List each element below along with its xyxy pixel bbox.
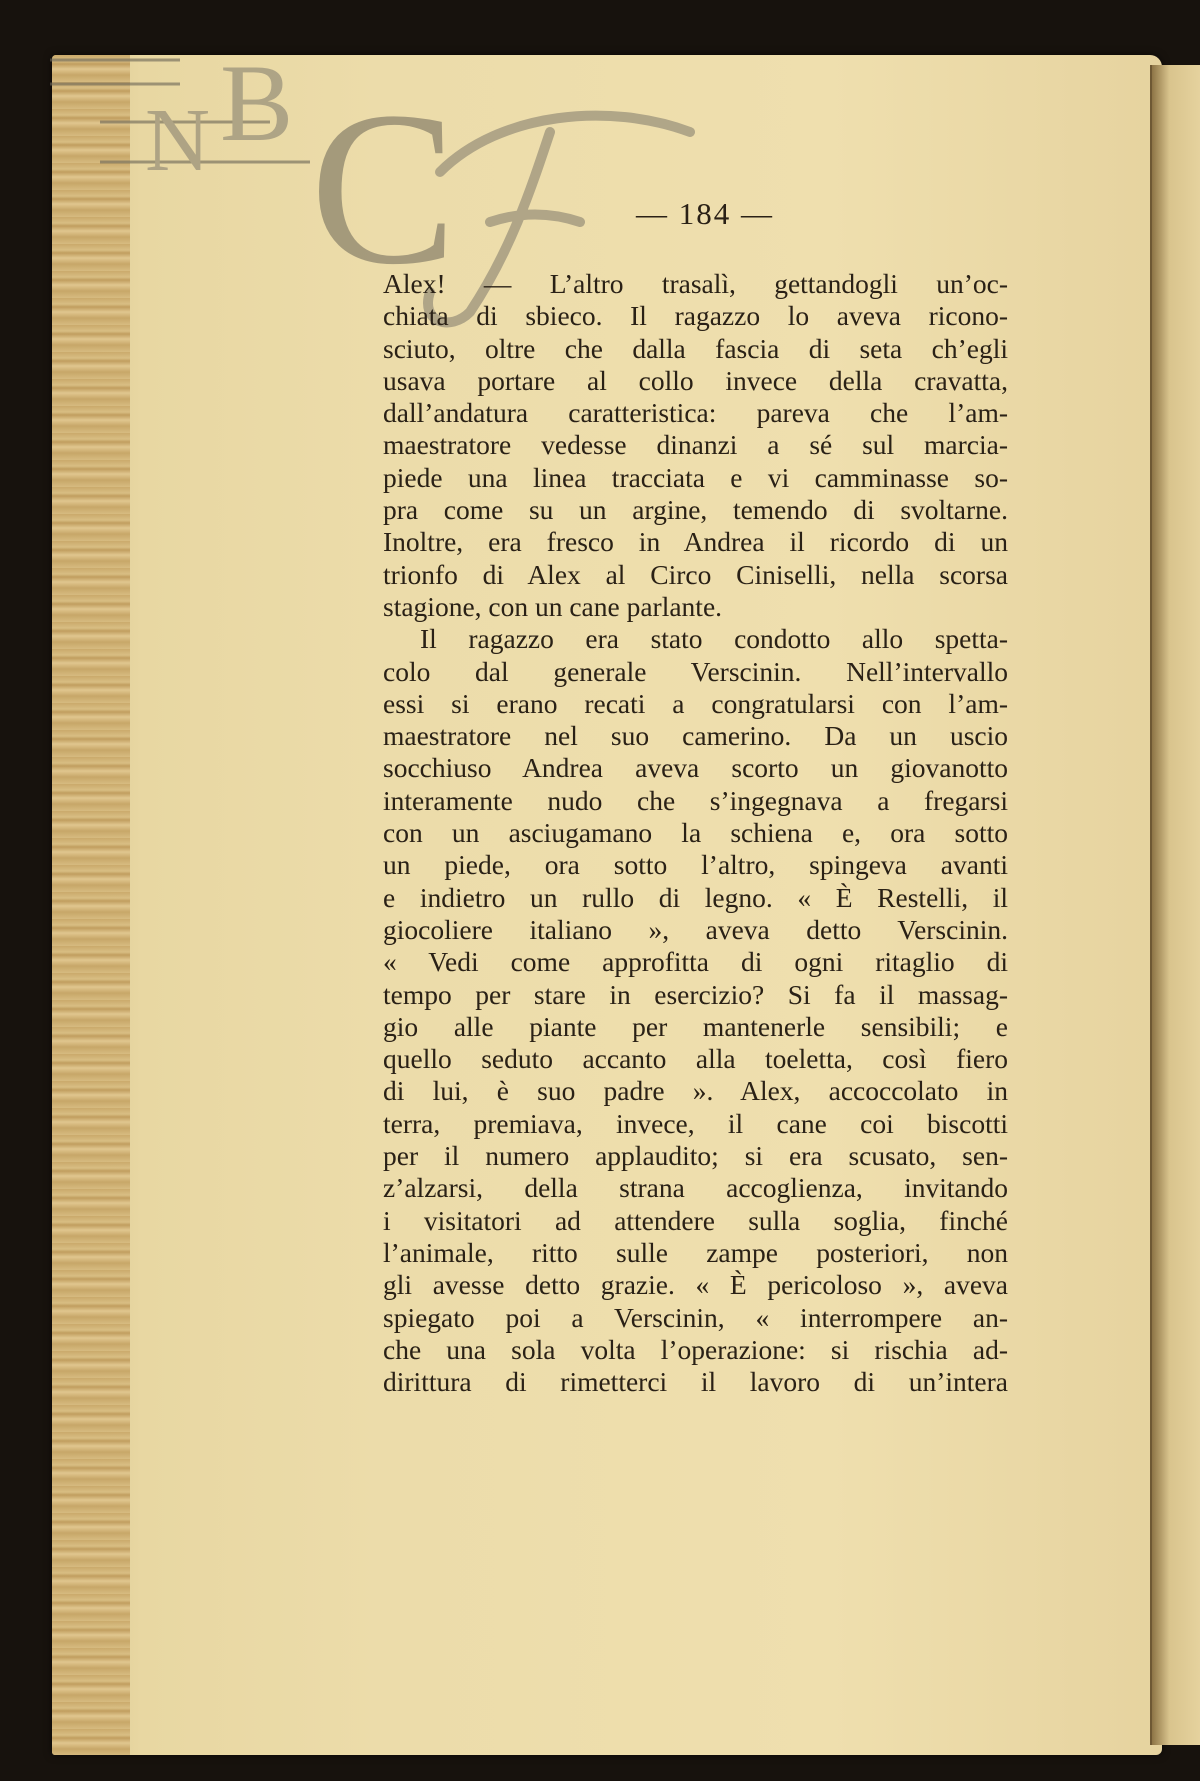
text-line: stagione, con un cane parlante. <box>383 590 723 622</box>
svg-text:N: N <box>145 91 210 190</box>
paragraph-2 <box>383 623 1008 1398</box>
text-line: spiegato poi a Verscinin, « interrompere an- <box>383 1301 1008 1333</box>
text-line: dall’andatura caratteristica: pareva che l’am- <box>383 397 1008 429</box>
text-line: sciuto, oltre che dalla fascia di seta ch’egli <box>383 332 1008 364</box>
text-line: trionfo di Alex al Circo Ciniselli, nella scorsa <box>383 558 1008 590</box>
text-line: e indietro un rullo di legno. « È Restelli, il <box>383 881 1008 913</box>
text-line: Inoltre, era fresco in Andrea il ricordo di un <box>383 526 1008 558</box>
paragraph-1 <box>383 268 1008 623</box>
text-line: colo dal generale Verscinin. Nell’intervallo <box>383 655 1008 687</box>
book-spine <box>1150 65 1200 1745</box>
text-line: con un asciugamano la schiena e, ora sotto <box>383 817 1008 849</box>
text-line: chiata di sbieco. Il ragazzo lo aveva ricono- <box>383 300 1008 332</box>
text-line: « Vedi come approfitta di ogni ritaglio di <box>383 946 1008 978</box>
text-line: l’animale, ritto sulle zampe posteriori, non <box>383 1236 1008 1268</box>
svg-text:C: C <box>310 66 457 310</box>
text-line: tempo per stare in esercizio? Si fa il massag- <box>383 978 1008 1010</box>
text-line: un piede, ora sotto l’altro, spingeva avanti <box>383 849 1008 881</box>
page-body <box>383 268 1008 1398</box>
text-line: che una sola volta l’operazione: si rischia ad- <box>383 1333 1008 1365</box>
text-line: piede una linea tracciata e vi camminasse so- <box>383 461 1008 493</box>
text-line: pra come su un argine, temendo di svoltarne. <box>383 494 1008 526</box>
text-line: i visitatori ad attendere sulla soglia, finché <box>383 1204 1008 1236</box>
text-line: z’alzarsi, della strana accoglienza, invitando <box>383 1172 1008 1204</box>
text-line: socchiuso Andrea aveva scorto un giovanotto <box>383 752 1008 784</box>
text-line: per il numero applaudito; si era scusato, sen- <box>383 1140 1008 1172</box>
text-line: maestratore nel suo camerino. Da un uscio <box>383 720 1008 752</box>
text-line: quello seduto accanto alla toeletta, così fiero <box>383 1043 1008 1075</box>
text-line: terra, premiava, invece, il cane coi biscotti <box>383 1107 1008 1139</box>
text-line: maestratore vedesse dinanzi a sé sul marcia- <box>383 429 1008 461</box>
text-line: gio alle piante per mantenerle sensibili; e <box>383 1010 1008 1042</box>
text-line: dirittura di rimetterci il lavoro di un’intera <box>383 1366 1008 1398</box>
text-line: di lui, è suo padre ». Alex, accoccolato in <box>383 1075 1008 1107</box>
text-line: usava portare al collo invece della cravatta, <box>383 364 1008 396</box>
text-line: interamente nudo che s’ingegnava a fregarsi <box>383 784 1008 816</box>
text-line: Alex! — L’altro trasalì, gettandogli un’oc- <box>383 268 1008 299</box>
page-number: — 184 — <box>636 196 774 231</box>
text-line: essi si erano recati a congratularsi con l’am- <box>383 687 1008 719</box>
text-line: giocoliere italiano », aveva detto Verscinin. <box>383 913 1008 945</box>
text-line: gli avesse detto grazie. « È pericoloso », aveva <box>383 1269 1008 1301</box>
text-line: Il ragazzo era stato condotto allo spetta- <box>420 623 1008 655</box>
svg-text:B: B <box>220 42 294 164</box>
